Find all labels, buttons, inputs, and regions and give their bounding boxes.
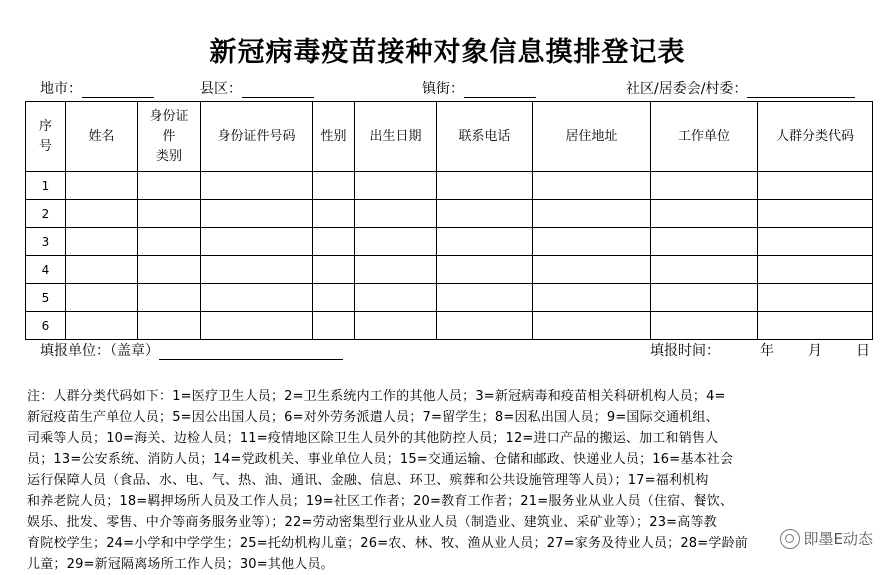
- row-number: 1: [26, 172, 66, 200]
- community-blank[interactable]: [747, 83, 855, 98]
- header-id-type: [138, 102, 201, 172]
- header-name: 姓名: [66, 102, 138, 172]
- table-cell[interactable]: [201, 200, 313, 228]
- header-work-unit: 工作单位: [651, 102, 758, 172]
- table-cell[interactable]: [355, 284, 437, 312]
- header-fields: [0, 78, 895, 100]
- table-cell[interactable]: [533, 284, 651, 312]
- table-cell[interactable]: [138, 228, 201, 256]
- table-row: [26, 200, 873, 228]
- table-cell[interactable]: [313, 228, 355, 256]
- header-id-type-line1: 身份证: [149, 108, 189, 124]
- table-cell[interactable]: [651, 284, 758, 312]
- note-line: 和养老院人员；18=羁押场所人员及工作人员；19=社区工作者；20=教育工作者；21=服务业从业人员（住宿、餐饮、: [27, 494, 734, 509]
- table-cell[interactable]: [533, 312, 651, 340]
- row-number: 6: [26, 312, 66, 340]
- county-label: 县区：: [200, 81, 242, 97]
- table-cell[interactable]: [138, 172, 201, 200]
- table-cell[interactable]: [66, 284, 138, 312]
- note-line: 员；13=公安系统、消防人员；14=党政机关、事业单位人员；15=交通运输、仓储和邮政、快递业人员；16=基本社会: [27, 452, 734, 467]
- table-cell[interactable]: [651, 228, 758, 256]
- table-cell[interactable]: [651, 256, 758, 284]
- table-cell[interactable]: [355, 228, 437, 256]
- note-line: 运行保障人员（食品、水、电、气、热、油、通讯、金融、信息、环卫、殡葬和公共设施管理等人员）；17=福利机构: [27, 473, 709, 488]
- county-blank[interactable]: [242, 83, 314, 98]
- registration-table: [25, 101, 873, 340]
- table-cell[interactable]: [313, 284, 355, 312]
- table-cell[interactable]: [201, 172, 313, 200]
- town-blank[interactable]: [464, 83, 536, 98]
- row-number: 5: [26, 284, 66, 312]
- header-gender: 性别: [313, 102, 355, 172]
- row-number: 3: [26, 228, 66, 256]
- table-cell[interactable]: [437, 284, 533, 312]
- note-line: 注：人群分类代码如下：1=医疗卫生人员；2=卫生系统内工作的其他人员；3=新冠病毒和疫苗相关科研机构人员；4=: [27, 389, 726, 404]
- report-footer: [0, 340, 895, 360]
- table-cell[interactable]: [533, 172, 651, 200]
- header-phone: 联系电话: [437, 102, 533, 172]
- community-field: [626, 78, 855, 98]
- report-unit-field: [40, 340, 343, 360]
- table-cell[interactable]: [313, 200, 355, 228]
- table-cell[interactable]: [201, 228, 313, 256]
- watermark-text: 即墨E动态: [803, 530, 873, 548]
- header-group-code: 人群分类代码: [758, 102, 873, 172]
- report-day-label: 日: [856, 343, 870, 359]
- table-row: [26, 228, 873, 256]
- table-cell[interactable]: [355, 200, 437, 228]
- table-row: [26, 312, 873, 340]
- table-cell[interactable]: [66, 172, 138, 200]
- page-title: 新冠病毒疫苗接种对象信息摸排登记表: [209, 37, 686, 68]
- table-cell[interactable]: [437, 172, 533, 200]
- table-cell[interactable]: [313, 312, 355, 340]
- table-cell[interactable]: [201, 312, 313, 340]
- table-cell[interactable]: [758, 172, 873, 200]
- town-field: [422, 78, 536, 98]
- table-cell[interactable]: [138, 284, 201, 312]
- report-unit-blank[interactable]: [159, 345, 343, 360]
- classification-note: [27, 386, 873, 575]
- table-cell[interactable]: [758, 256, 873, 284]
- table-cell[interactable]: [201, 256, 313, 284]
- table-row: [26, 284, 873, 312]
- note-line: 新冠疫苗生产单位人员；5=因公出国人员；6=对外劳务派遣人员；7=留学生；8=因私出国人员；9=国际交通机组、: [27, 410, 719, 425]
- table-row: [26, 256, 873, 284]
- row-number: 4: [26, 256, 66, 284]
- table-row: [26, 172, 873, 200]
- header-seq-line2: 号: [38, 138, 52, 154]
- table-cell[interactable]: [66, 256, 138, 284]
- wechat-icon: [780, 529, 800, 549]
- city-label: 地市：: [40, 81, 82, 97]
- table-cell[interactable]: [651, 312, 758, 340]
- header-address: 居住地址: [533, 102, 651, 172]
- header-birth-date: 出生日期: [355, 102, 437, 172]
- table-cell[interactable]: [533, 256, 651, 284]
- table-cell[interactable]: [758, 228, 873, 256]
- city-field: [40, 78, 154, 98]
- table-cell[interactable]: [355, 312, 437, 340]
- community-label: 社区/居委会/村委：: [626, 81, 748, 97]
- table-cell[interactable]: [313, 172, 355, 200]
- table-cell[interactable]: [201, 284, 313, 312]
- table-cell[interactable]: [313, 256, 355, 284]
- table-header-row: [26, 102, 873, 172]
- row-number: 2: [26, 200, 66, 228]
- table-cell[interactable]: [437, 256, 533, 284]
- table-cell[interactable]: [533, 200, 651, 228]
- table-cell[interactable]: [758, 312, 873, 340]
- header-id-type-line3: 类别: [155, 148, 182, 164]
- table-cell[interactable]: [758, 284, 873, 312]
- note-line: 儿童；29=新冠隔离场所工作人员；30=其他人员。: [27, 557, 334, 572]
- table-cell[interactable]: [651, 200, 758, 228]
- table-cell[interactable]: [651, 172, 758, 200]
- report-year-label: 年: [760, 343, 774, 359]
- note-line: 育院校学生；24=小学和中学学生；25=托幼机构儿童；26=农、林、牧、渔从业人员；27=家务及待业人员；28=学龄前: [27, 536, 748, 551]
- city-blank[interactable]: [82, 83, 154, 98]
- report-unit-label: 填报单位：（盖章）: [40, 343, 159, 359]
- table-cell[interactable]: [437, 228, 533, 256]
- watermark: [780, 528, 873, 549]
- county-field: [200, 78, 314, 98]
- table-cell[interactable]: [66, 228, 138, 256]
- table-cell[interactable]: [138, 312, 201, 340]
- table-cell[interactable]: [138, 256, 201, 284]
- note-line: 司乘等人员；10=海关、边检人员；11=疫情地区除卫生人员外的其他防控人员；12=进口产品的搬运、加工和销售人: [27, 431, 719, 446]
- header-id-type-line2: 件: [162, 128, 176, 144]
- table-cell[interactable]: [355, 256, 437, 284]
- report-time-label: 填报时间：: [650, 343, 720, 359]
- header-seq-line1: 序: [38, 118, 52, 134]
- table-cell[interactable]: [437, 200, 533, 228]
- note-line: 娱乐、批发、零售、中介等商务服务业等）；22=劳动密集型行业从业人员（制造业、建筑业、采矿业等）；23=高等教: [27, 515, 717, 530]
- table-cell[interactable]: [66, 312, 138, 340]
- town-label: 镇街：: [422, 81, 464, 97]
- report-month-label: 月: [808, 343, 822, 359]
- table-cell[interactable]: [355, 172, 437, 200]
- table-cell[interactable]: [437, 312, 533, 340]
- table-cell[interactable]: [758, 200, 873, 228]
- table-cell[interactable]: [66, 200, 138, 228]
- table-cell[interactable]: [533, 228, 651, 256]
- header-seq: [26, 102, 66, 172]
- table-cell[interactable]: [138, 200, 201, 228]
- header-id-number: 身份证件号码: [201, 102, 313, 172]
